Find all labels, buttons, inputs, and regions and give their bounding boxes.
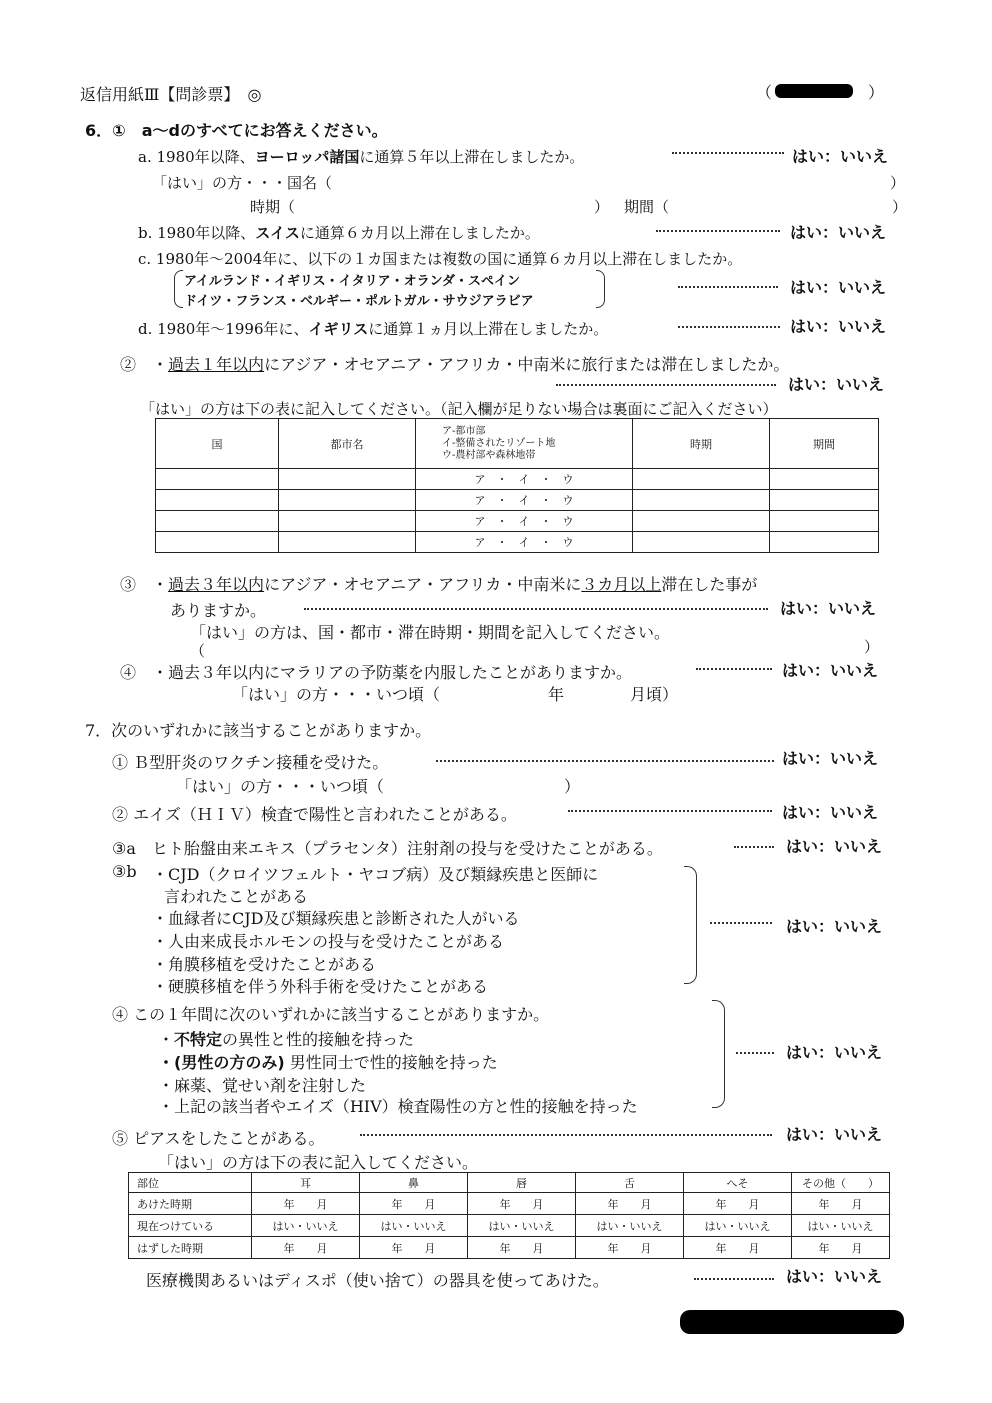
leader-dots (556, 384, 776, 386)
col-nose: 鼻 (360, 1173, 468, 1193)
q7-4-text: ④ この１年間に次のいずれかに該当することがありますか。 (112, 1005, 550, 1024)
q7-3a-text: ③a ヒト胎盤由来エキス（プラセンタ）注射剤の投与を受けたことがある。 (112, 839, 663, 858)
table-row: ア ・ イ ・ ウ (156, 490, 879, 511)
q7-5-text: ⑤ ピアスをしたことがある。 (112, 1129, 325, 1148)
q6-4-year: 年 (548, 685, 565, 704)
q6c-countries-2: ドイツ・フランス・ベルギー・ポルトガル・サウジアラビア (184, 294, 534, 309)
travel-table (155, 418, 879, 553)
q7-3a-answer[interactable]: はい：いいえ (786, 837, 883, 856)
q6a-country-label: 「はい」の方・・・国名（ (152, 174, 333, 192)
q7-4-line-1: ・不特定の異性と性的接触を持った (158, 1030, 415, 1049)
leader-dots (734, 846, 774, 848)
q6c-text: c. 1980年～2004年に、以下の１カ国または複数の国に通算６カ月以上滞在しましたか。 (138, 250, 743, 268)
q7-4-line-3: ・麻薬、覚せい剤を注射した (158, 1076, 367, 1095)
q7-3b-num: ③b (112, 862, 137, 881)
col-city: 都市名 (279, 419, 416, 469)
q6b-text: b. 1980年以降、スイスに通算６カ月以上滞在しましたか。 (138, 224, 540, 242)
q7-3b-line: ・血縁者にCJD及び類縁疾患と診断された人がいる (152, 909, 520, 928)
id-close: ） (868, 83, 885, 102)
table-row: ア ・ イ ・ ウ (156, 532, 879, 553)
q6-4-month: 月頃） (630, 685, 679, 704)
table-row: 現在つけている はい・いいえ はい・いいえ はい・いいえ はい・いいえ はい・いいえ はい・いいえ (129, 1215, 890, 1237)
q6-2-answer[interactable]: はい：いいえ (788, 375, 885, 394)
q6a-country-close: ） (890, 174, 906, 192)
q6-4-when: 「はい」の方・・・いつ頃（ (232, 685, 441, 704)
col-tongue: 舌 (576, 1173, 684, 1193)
q7-1-when: 「はい」の方・・・いつ頃（ (176, 777, 385, 796)
q7-4-answer[interactable]: はい：いいえ (786, 1043, 883, 1062)
q6a-text: a. 1980年以降、ヨーロッパ諸国に通算５年以上滞在しましたか。 (138, 148, 585, 166)
q6d-answer[interactable]: はい：いいえ (790, 317, 887, 336)
q6-2-text: ② ・過去１年以内にアジア・オセアニア・アフリカ・中南米に旅行または滞在しましたか。 (120, 355, 790, 374)
q7-2-answer[interactable]: はい：いいえ (782, 803, 879, 822)
leader-dots (656, 230, 780, 232)
col-site: 部位 (129, 1173, 252, 1193)
leader-dots (678, 286, 778, 288)
col-navel: へそ (684, 1173, 792, 1193)
q6-3-paren-close: ） (864, 638, 880, 656)
col-ear: 耳 (252, 1173, 360, 1193)
q6c-answer[interactable]: はい：いいえ (790, 278, 887, 297)
q6-4-answer[interactable]: はい：いいえ (782, 661, 879, 680)
table-row: ア ・ イ ・ ウ (156, 469, 879, 490)
q7-5-last-text: 医療機関あるいはディスポ（使い捨て）の器具を使ってあけた。 (146, 1271, 609, 1290)
leader-dots (736, 1052, 774, 1054)
col-period: 時期 (633, 419, 770, 469)
leader-dots (694, 1278, 774, 1280)
right-bracket (712, 1000, 725, 1108)
redacted-footer (680, 1310, 904, 1334)
leader-dots (436, 760, 774, 762)
leader-dots (360, 1134, 772, 1136)
q7-5-note: 「はい」の方は下の表に記入してください。 (158, 1153, 479, 1172)
q6-3-answer[interactable]: はい：いいえ (780, 599, 877, 618)
q6d-text: d. 1980年～1996年に、イギリスに通算１ヵ月以上滞在しましたか。 (138, 320, 609, 338)
q6-3-paren-open: （ (190, 642, 206, 660)
q7-2-text: ② エイズ（ＨＩＶ）検査で陽性と言われたことがある。 (112, 805, 517, 824)
col-area-type: ア-都市部 イ-整備されたリゾート地 ウ-農村部や森林地帯 (416, 419, 633, 469)
q6c-countries-1: アイルランド・イギリス・イタリア・オランダ・スペイン (184, 274, 521, 289)
q6a-duration-label: 期間（ (624, 198, 670, 216)
q6a-period-label: 時期（ (250, 198, 296, 216)
table-row: あけた時期 年 月 年 月 年 月 年 月 年 月 年 月 (129, 1193, 890, 1215)
q7-1-close: ） (564, 777, 581, 796)
leader-dots (304, 608, 768, 610)
col-duration: 期間 (770, 419, 879, 469)
q7-5-answer[interactable]: はい：いいえ (786, 1125, 883, 1144)
q7-1-answer[interactable]: はい：いいえ (782, 749, 879, 768)
q7-3b-line: ・CJD（クロイツフェルト・ヤコブ病）及び類縁疾患と医師に (152, 865, 599, 884)
table-row: はずした時期 年 月 年 月 年 月 年 月 年 月 年 月 (129, 1237, 890, 1259)
q6a-duration-close: ） (892, 198, 908, 216)
col-country: 国 (156, 419, 279, 469)
id-open: （ (756, 83, 773, 102)
redacted-id (775, 84, 853, 98)
form-title: 返信用紙Ⅲ【問診票】 ◎ (80, 85, 262, 104)
left-bracket (174, 270, 183, 308)
q6-4-text: ④ ・過去３年以内にマラリアの予防薬を内服したことがありますか。 (120, 663, 633, 682)
q6a-period-close: ） (594, 198, 610, 216)
leader-dots (678, 326, 780, 328)
q6b-answer[interactable]: はい：いいえ (790, 223, 887, 242)
col-lip: 唇 (468, 1173, 576, 1193)
piercing-table (128, 1172, 890, 1259)
q6-3-note: 「はい」の方は、国・都市・滞在時期・期間を記入してください。 (190, 623, 671, 642)
leader-dots (696, 668, 772, 670)
q6-2-note: 「はい」の方は下の表に記入してください。（記入欄が足りない場合は裏面にご記入ください） (140, 400, 778, 418)
q7-3b-answer[interactable]: はい：いいえ (786, 917, 883, 936)
col-other: その他（ ） (792, 1173, 890, 1193)
right-bracket (684, 866, 697, 984)
q6-heading: 6．① a～dのすべてにお答えください。 (85, 121, 388, 140)
q7-1-text: ① Ｂ型肝炎のワクチン接種を受けた。 (112, 753, 389, 772)
q7-3b-line: ・角膜移植を受けたことがある (152, 955, 377, 974)
right-bracket (596, 270, 605, 308)
q7-4-line-4: ・上記の該当者やエイズ（HIV）検査陽性の方と性的接触を持った (158, 1097, 638, 1116)
q7-4-line-2: ・(男性の方のみ) 男性同士で性的接触を持った (158, 1053, 498, 1072)
table-row: ア ・ イ ・ ウ (156, 511, 879, 532)
leader-dots (710, 922, 772, 924)
q6-3-text-2: ありますか。 (170, 601, 267, 620)
q6-3-text: ③ ・過去３年以内にアジア・オセアニア・アフリカ・中南米に３カ月以上滞在した事が (120, 575, 758, 594)
q7-3b-line: ・硬膜移植を伴う外科手術を受けたことがある (152, 977, 489, 996)
leader-dots (568, 810, 772, 812)
q6a-answer[interactable]: はい：いいえ (792, 147, 889, 166)
q7-3b-line: 言われたことがある (164, 887, 309, 906)
q7-heading: 7．次のいずれかに該当することがありますか。 (85, 721, 432, 740)
q7-3b-line: ・人由来成長ホルモンの投与を受けたことがある (152, 932, 505, 951)
leader-dots (672, 152, 784, 154)
q7-5-last-answer[interactable]: はい：いいえ (786, 1267, 883, 1286)
